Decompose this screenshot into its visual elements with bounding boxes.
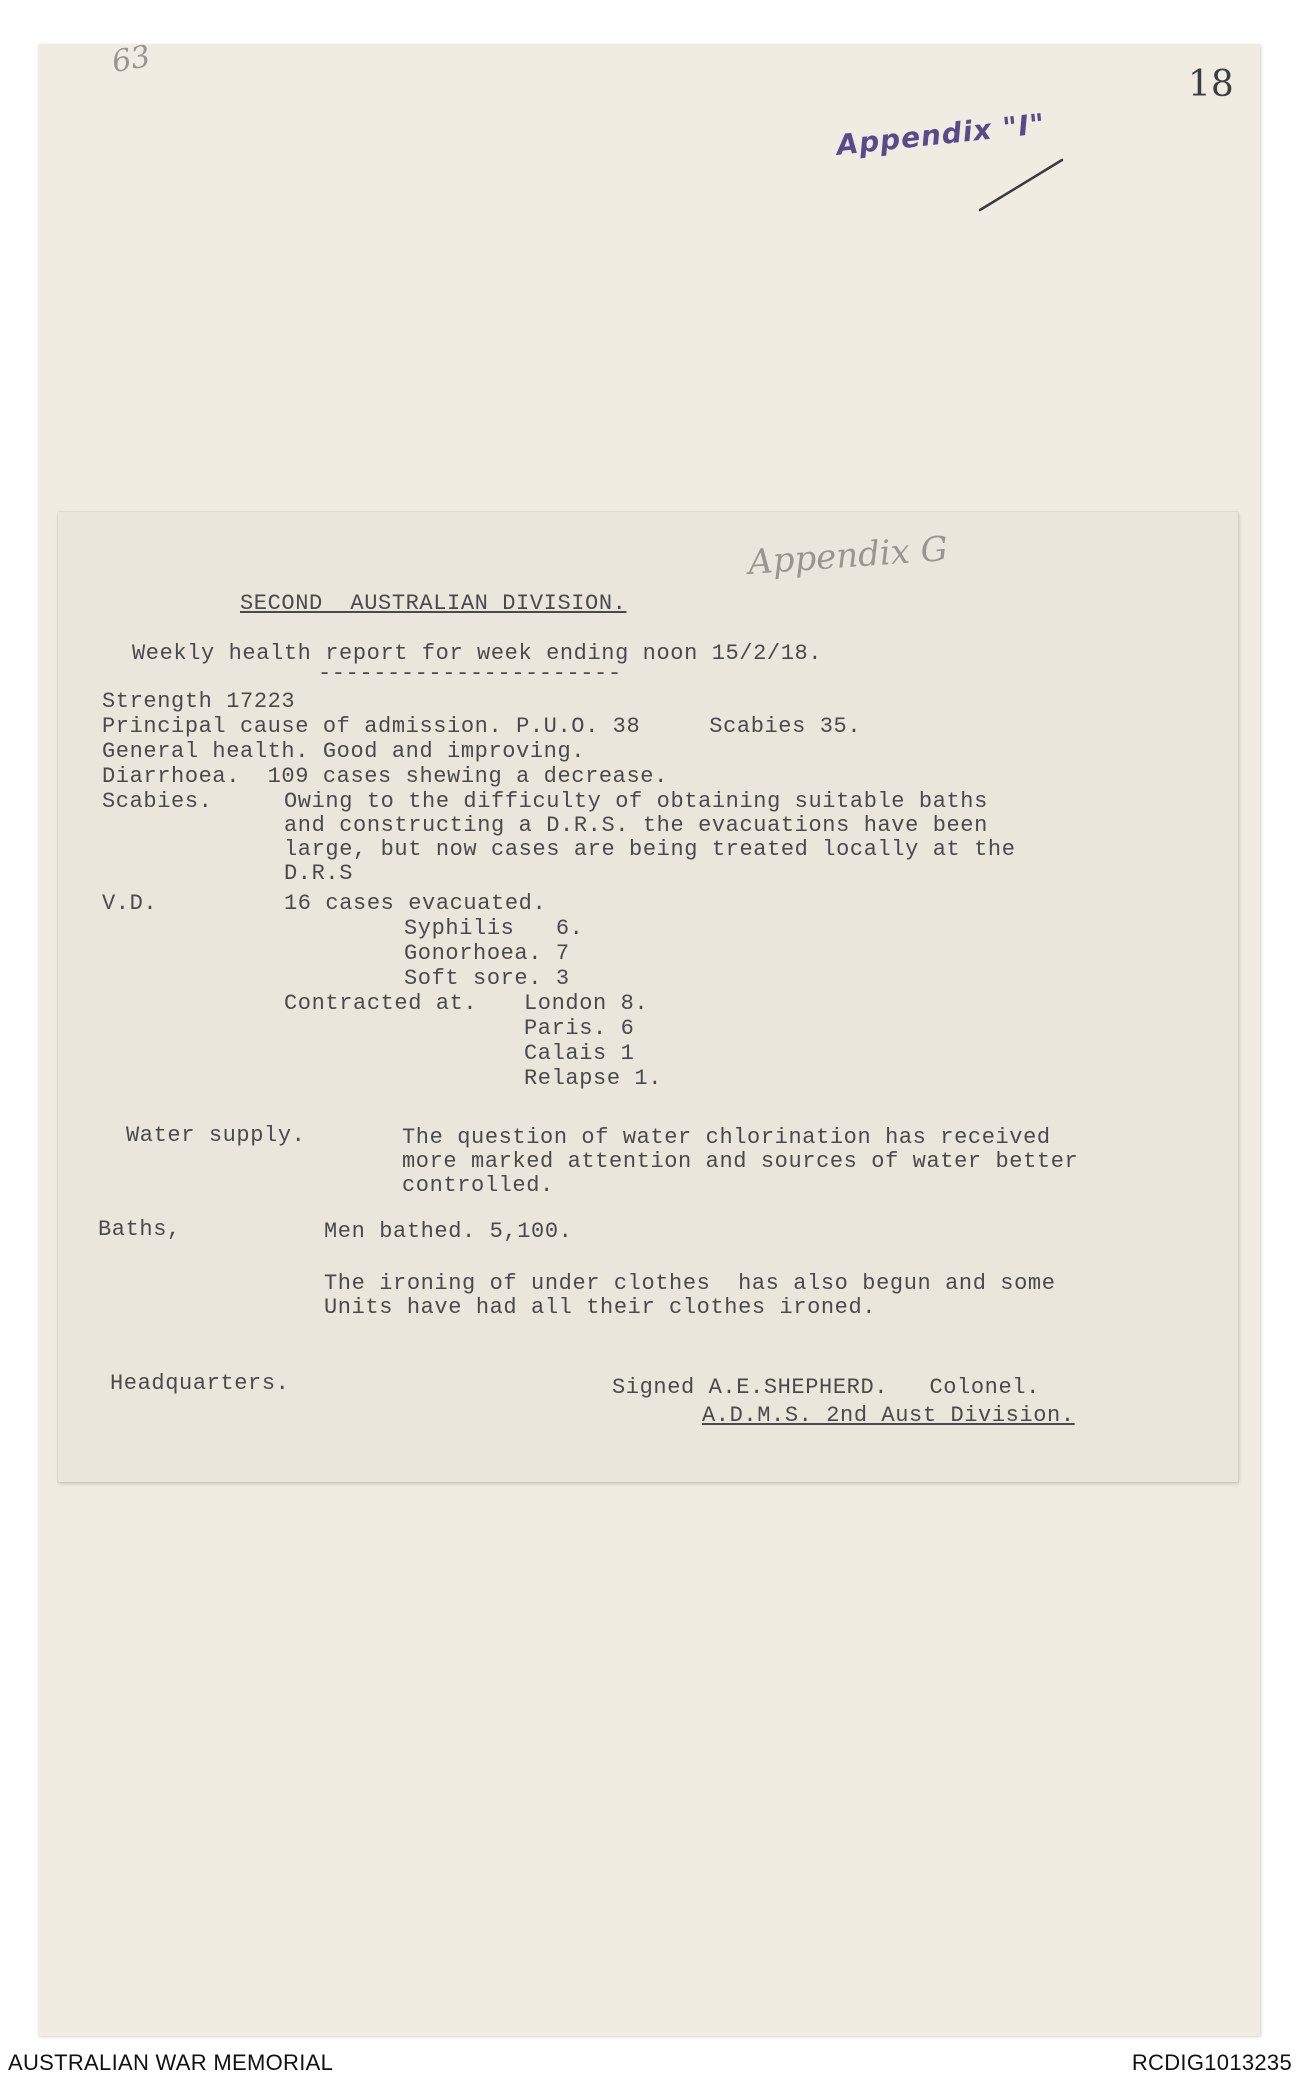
- vd-place: London 8.: [524, 991, 649, 1016]
- men-bathed: Men bathed. 5,100.: [324, 1219, 573, 1244]
- report-heading: SECOND AUSTRALIAN DIVISION.: [240, 591, 627, 616]
- baths-label: Baths,: [98, 1217, 181, 1242]
- scabies-text-line: Owing to the difficulty of obtaining suitable baths: [284, 789, 988, 814]
- appendix-stamp: Appendix "I": [834, 107, 1047, 162]
- vd-breakdown-item: Syphilis 6.: [404, 916, 584, 941]
- vd-summary: 16 cases evacuated.: [284, 891, 547, 916]
- vd-breakdown-item: Soft sore. 3: [404, 966, 570, 991]
- vd-place: Paris. 6: [524, 1016, 635, 1041]
- pen-stroke-mark: [970, 150, 1070, 220]
- archive-item-code: RCDIG1013235: [1131, 2050, 1292, 2075]
- page-number: 18: [1188, 64, 1234, 105]
- water-text-line: controlled.: [402, 1173, 554, 1198]
- scabies-text-line: large, but now cases are being treated locally at the: [284, 837, 1016, 862]
- water-supply-label: Water supply.: [126, 1123, 306, 1148]
- attached-report-sheet: [58, 512, 1238, 1482]
- vd-place: Relapse 1.: [524, 1066, 663, 1091]
- principal-cause-line: Principal cause of admission. P.U.O. 38 Scabies 35.: [102, 714, 862, 739]
- diarrhoea-line: Diarrhoea. 109 cases shewing a decrease.: [102, 764, 668, 789]
- signatory-title: A.D.M.S. 2nd Aust Division.: [702, 1403, 1075, 1428]
- scabies-text-line: and constructing a D.R.S. the evacuations have been: [284, 813, 988, 838]
- scabies-label: Scabies.: [102, 789, 213, 814]
- baths-text-line: The ironing of under clothes has also begun and some: [324, 1271, 1056, 1296]
- baths-text-line: Units have had all their clothes ironed.: [324, 1295, 877, 1320]
- subheading-separator: ----------------------: [318, 661, 622, 686]
- pencil-appendix-note: Appendix G: [746, 529, 950, 583]
- archive-institution: AUSTRALIAN WAR MEMORIAL: [8, 2050, 334, 2075]
- scabies-text-line: D.R.S: [284, 861, 354, 886]
- signature-line: Signed A.E.SHEPHERD. Colonel.: [612, 1375, 1040, 1400]
- strength-line: Strength 17223: [102, 689, 296, 714]
- vd-breakdown-item: Gonorhoea. 7: [404, 941, 570, 966]
- vd-label: V.D.: [102, 891, 158, 916]
- report-subheading: Weekly health report for week ending noon 15/2/18.: [132, 641, 823, 666]
- vd-contracted-label: Contracted at.: [284, 991, 478, 1016]
- headquarters-label: Headquarters.: [110, 1371, 290, 1396]
- water-text-line: The question of water chlorination has received: [402, 1125, 1051, 1150]
- general-health-line: General health. Good and improving.: [102, 739, 586, 764]
- water-text-line: more marked attention and sources of water better: [402, 1149, 1079, 1174]
- pencil-folio-number: 63: [109, 38, 153, 81]
- vd-place: Calais 1: [524, 1041, 635, 1066]
